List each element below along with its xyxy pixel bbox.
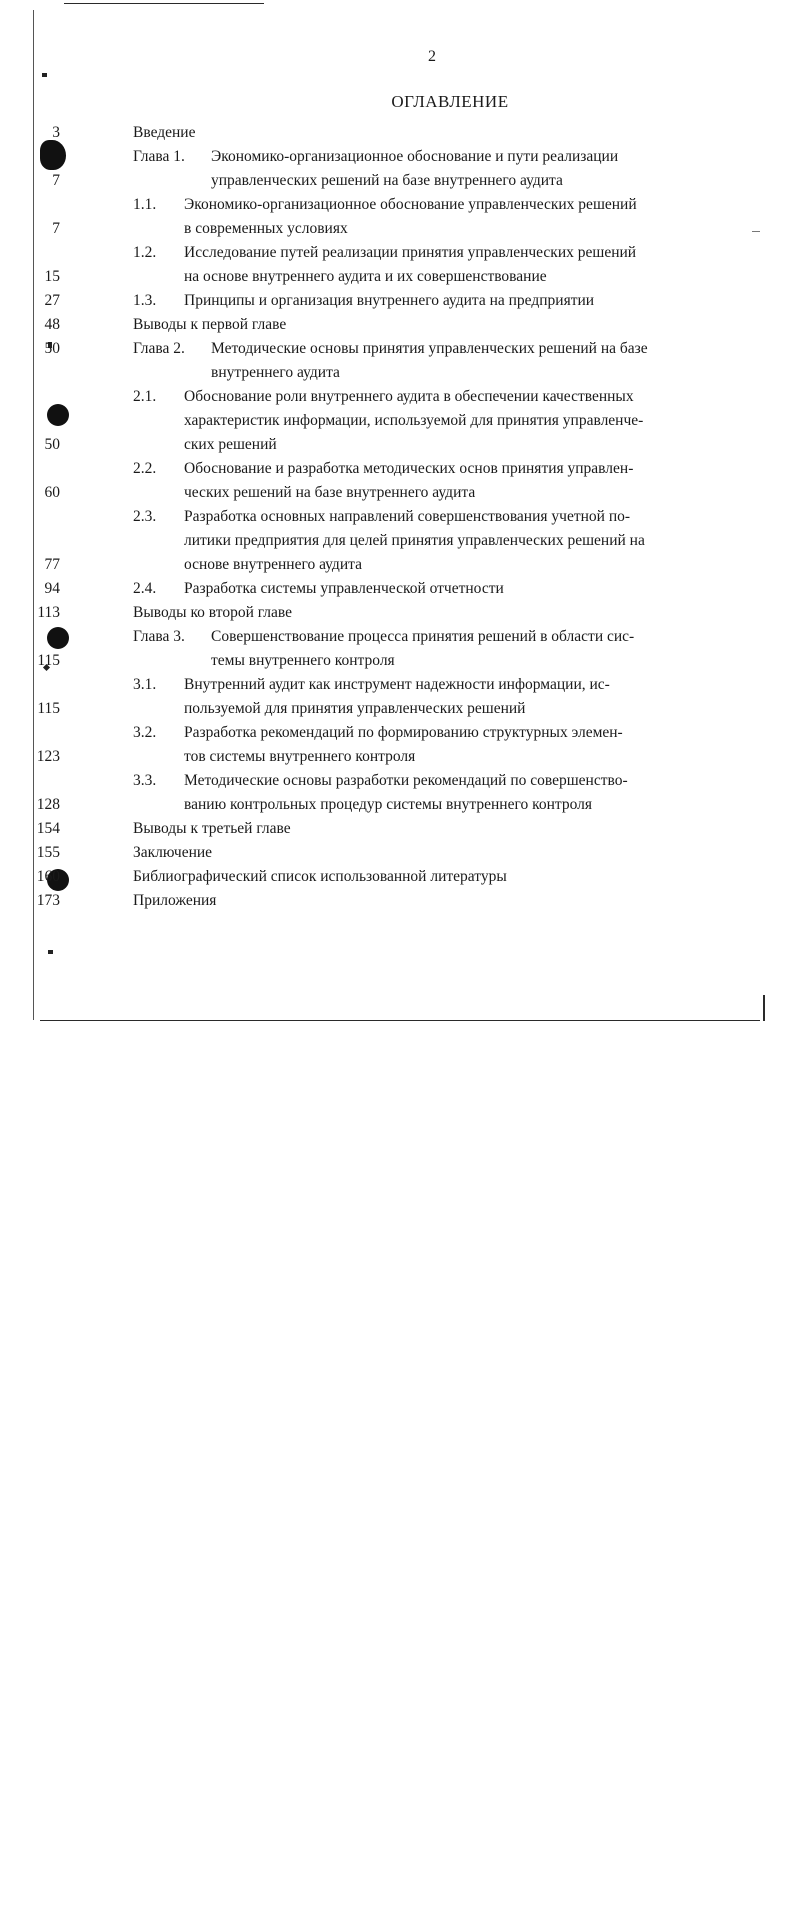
toc-entry-title xyxy=(184,241,636,289)
toc-entry-page: 7 xyxy=(52,220,60,237)
toc-entry-title-line: Разработка основных направлений совершенствования учетной по- xyxy=(184,508,631,525)
toc-entry xyxy=(0,289,796,313)
toc-entry-page: 15 xyxy=(44,268,60,285)
toc-entry-title-line: Методические основы принятия управленческих решений на базе xyxy=(211,340,648,357)
toc-entry-title xyxy=(184,721,623,769)
toc-entry-page: 115 xyxy=(37,652,60,669)
toc-entry-title xyxy=(184,769,628,817)
toc-entry xyxy=(0,721,796,769)
toc-entry-title-line: Выводы ко второй главе xyxy=(133,604,293,621)
toc-entry-page: 60 xyxy=(44,484,60,501)
toc-entry-title-line: ванию контрольных процедур системы внутреннего контроля xyxy=(184,796,592,813)
toc-entry-title-line: Введение xyxy=(133,124,196,141)
toc-entry-number: Глава 1. xyxy=(133,148,185,165)
toc-entry-number: 2.4. xyxy=(133,580,157,597)
toc-entry-page: 128 xyxy=(36,796,60,813)
toc-entry-title xyxy=(133,121,195,145)
toc-entry-title xyxy=(184,385,643,457)
scan-bottom-right-mark xyxy=(763,995,765,1021)
toc-entry-title-line: Заключение xyxy=(133,844,213,861)
toc-entry xyxy=(0,817,796,841)
toc-entry-title-line: ческих решений на базе внутреннего аудита xyxy=(184,484,476,501)
toc-entry-page: 7 xyxy=(52,172,60,189)
toc-entry-title xyxy=(133,865,507,889)
toc-entry-page: 155 xyxy=(36,844,60,861)
toc-entry-number: 2.1. xyxy=(133,388,157,405)
toc-entry xyxy=(0,121,796,145)
toc-entry-number: 3.2. xyxy=(133,724,157,741)
toc-entry-title-line: Экономико-организационное обоснование управленческих решений xyxy=(184,196,637,213)
toc-entry-title xyxy=(211,337,648,385)
toc-entry-title xyxy=(184,193,637,241)
toc-entry-page: 77 xyxy=(44,556,60,573)
toc-entry-title-line: Экономико-организационное обоснование и пути реализации xyxy=(211,148,619,165)
toc-entry-number: 1.3. xyxy=(133,292,157,309)
toc-entry xyxy=(0,385,796,457)
toc-entry xyxy=(0,145,796,193)
toc-entry-title xyxy=(184,673,610,721)
toc-entry-number: 1.1. xyxy=(133,196,157,213)
toc-entry-page: 94 xyxy=(44,580,60,597)
toc-entry-page: 48 xyxy=(44,316,60,333)
toc-entry-page: 50 xyxy=(44,436,60,453)
toc-entry-title-line: Разработка рекомендаций по формированию структурных элемен- xyxy=(184,724,623,741)
scan-top-line xyxy=(64,3,264,4)
toc-entry xyxy=(0,193,796,241)
scan-bottom-line xyxy=(40,1020,760,1021)
toc-entry-page: 160 xyxy=(36,868,60,885)
toc-entry-title-line: на основе внутреннего аудита и их совершенствование xyxy=(184,268,547,285)
toc-entry-title-line: Обоснование и разработка методических основ принятия управлен- xyxy=(184,460,634,477)
toc-entry-title xyxy=(211,145,618,193)
toc-entry xyxy=(0,313,796,337)
toc-entry-page: 123 xyxy=(36,748,60,765)
toc-entry-title-line: характеристик информации, используемой для принятия управленче- xyxy=(184,412,644,429)
toc-entry-title xyxy=(133,817,291,841)
toc-entry-title-line: Приложения xyxy=(133,892,217,909)
toc-entry-title-line: основе внутреннего аудита xyxy=(184,556,362,573)
toc-entry-number: Глава 2. xyxy=(133,340,185,357)
toc-entry-title xyxy=(184,505,645,577)
toc-entry-title-line: внутреннего аудита xyxy=(211,364,340,381)
toc-entry-title xyxy=(133,601,292,625)
toc-entry-number: 3.3. xyxy=(133,772,157,789)
toc-entry-page: 173 xyxy=(36,892,60,909)
toc-entry-number: 3.1. xyxy=(133,676,157,693)
toc-entry-title-line: Выводы к третьей главе xyxy=(133,820,291,837)
toc-entry-title-line: управленческих решений на базе внутреннего аудита xyxy=(211,172,563,189)
toc-entry-title-line: Разработка системы управленческой отчетности xyxy=(184,580,504,597)
toc-entry-title-line: Внутренний аудит как инструмент надежности информации, ис- xyxy=(184,676,610,693)
toc-entry-title xyxy=(133,841,212,865)
toc-entry-page: 113 xyxy=(37,604,60,621)
toc-entry-title xyxy=(133,313,286,337)
toc-entry-title xyxy=(184,577,504,601)
toc-entry-page: 3 xyxy=(52,124,60,141)
toc-entry-title xyxy=(184,457,633,505)
toc-entry-title-line: Принципы и организация внутреннего аудита на предприятии xyxy=(184,292,595,309)
toc-entry-title xyxy=(133,889,216,913)
toc-title: ОГЛАВЛЕНИЕ xyxy=(391,92,509,111)
toc-entry xyxy=(0,841,796,865)
toc-entry-title-line: Обоснование роли внутреннего аудита в обеспечении качественных xyxy=(184,388,634,405)
toc-entry-title-line: в современных условиях xyxy=(184,220,348,237)
toc-entry xyxy=(0,337,796,385)
toc-entry-number: 2.2. xyxy=(133,460,157,477)
toc-entry-title-line: тов системы внутреннего контроля xyxy=(184,748,416,765)
toc-entry xyxy=(0,769,796,817)
toc-entry-title-line: Исследование путей реализации принятия управленческих решений xyxy=(184,244,637,261)
toc-entry-title-line: Совершенствование процесса принятия решений в области сис- xyxy=(211,628,635,645)
toc-entry-title-line: ских решений xyxy=(184,436,277,453)
toc-entry-title-line: Библиографический список использованной литературы xyxy=(133,868,507,885)
toc-entry xyxy=(0,673,796,721)
page-number: 2 xyxy=(428,48,436,65)
toc-entry-page: 27 xyxy=(44,292,60,309)
toc-entry-title xyxy=(211,625,634,673)
toc-entry-title xyxy=(184,289,594,313)
toc-entry-number: 2.3. xyxy=(133,508,157,525)
toc-entry xyxy=(0,241,796,289)
toc-entry-title-line: литики предприятия для целей принятия управленческих решений на xyxy=(184,532,645,549)
toc-entry-title-line: пользуемой для принятия управленческих решений xyxy=(184,700,526,717)
toc-entry xyxy=(0,457,796,505)
toc-entry-title-line: Выводы к первой главе xyxy=(133,316,287,333)
toc-entry xyxy=(0,889,796,913)
toc-entry-title-line: темы внутреннего контроля xyxy=(211,652,395,669)
toc-entry xyxy=(0,601,796,625)
toc-entry-page: 50 xyxy=(44,340,60,357)
toc-entry-page: 154 xyxy=(36,820,60,837)
toc-entry-number: Глава 3. xyxy=(133,628,185,645)
toc-entry-title-line: Методические основы разработки рекомендаций по совершенство- xyxy=(184,772,628,789)
toc-entry xyxy=(0,625,796,673)
toc-entry xyxy=(0,505,796,577)
scan-speck xyxy=(42,73,47,77)
toc-entry-number: 1.2. xyxy=(133,244,157,261)
toc-entry-page: 115 xyxy=(37,700,60,717)
toc-entry xyxy=(0,577,796,601)
toc-entry xyxy=(0,865,796,889)
